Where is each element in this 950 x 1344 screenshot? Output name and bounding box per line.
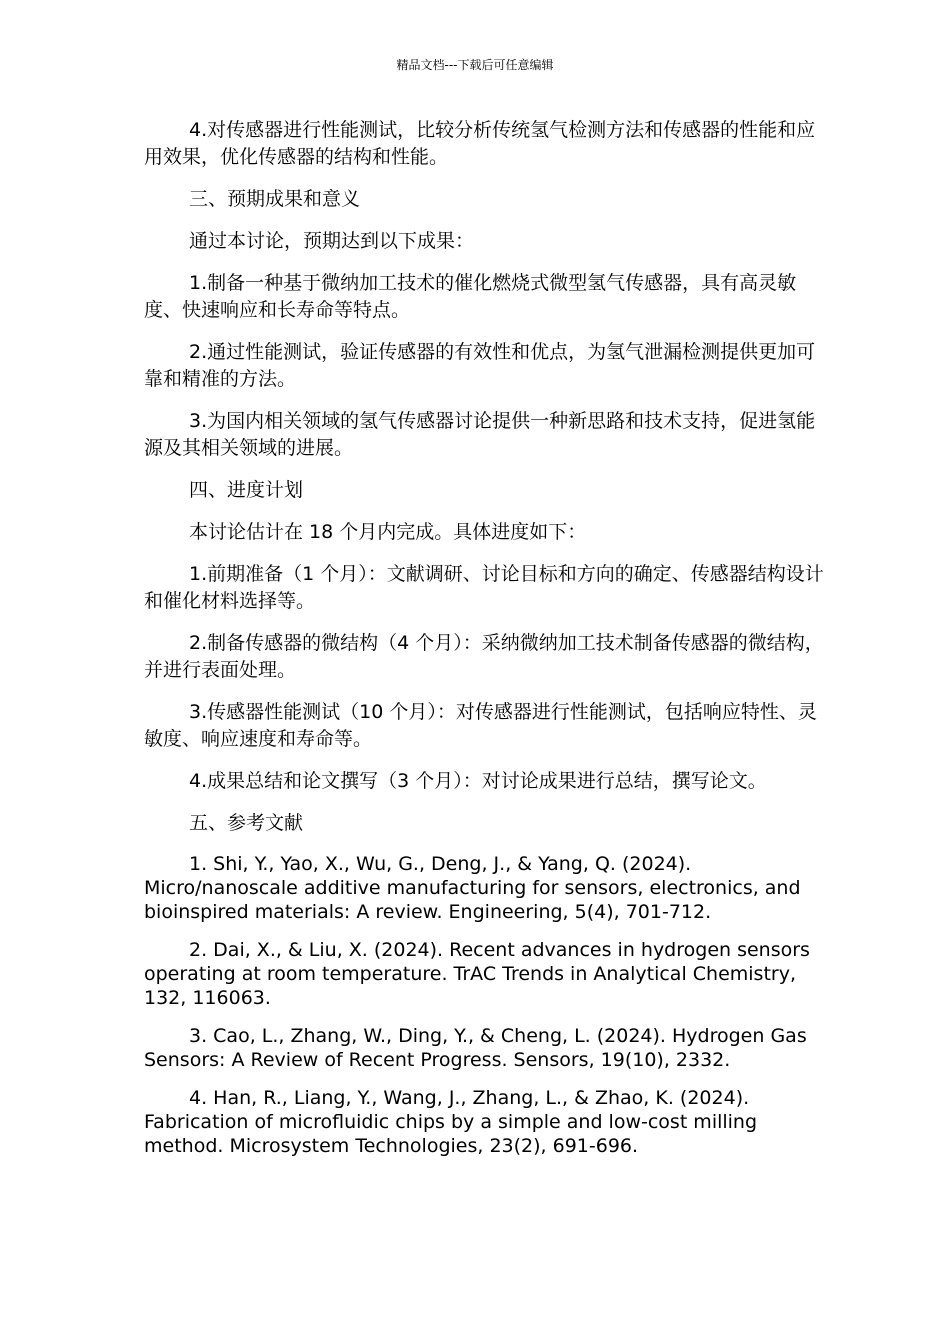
paragraph-schedule-2: 2.制备传感器的微结构（4 个月）：采纳微纳加工技术制备传感器的微结构，并进行表面处理。 [144, 632, 824, 681]
section-heading-schedule: 四、进度计划 [189, 479, 304, 501]
section-heading-references: 五、参考文献 [189, 812, 304, 834]
reference-item: 2. Dai, X., & Liu, X. (2024). Recent advances in hydrogen sensors operating at room temperature. TrAC Trends in Analytical Chemistry, 132, 116063. [144, 939, 810, 1009]
paragraph-result-2: 2.通过性能测试，验证传感器的有效性和优点，为氢气泄漏检测提供更加可靠和精准的方法。 [144, 341, 816, 390]
paragraph-result-3: 3.为国内相关领域的氢气传感器讨论提供一种新思路和技术支持，促进氢能源及其相关领域的进展。 [144, 410, 816, 459]
paragraph-schedule-1: 1.前期准备（1 个月）：文献调研、讨论目标和方向的确定、传感器结构设计和催化材料选择等。 [144, 563, 824, 612]
page-header: 精品文档---下载后可任意编辑 [396, 58, 554, 72]
paragraph-intro-results: 通过本讨论，预期达到以下成果： [189, 230, 475, 252]
section-heading-expected-results: 三、预期成果和意义 [189, 188, 361, 210]
reference-item: 3. Cao, L., Zhang, W., Ding, Y., & Cheng, L. (2024). Hydrogen Gas Sensors: A Review of Recent Progress. Sensors, 19(10), 2332. [144, 1025, 807, 1071]
document-body [144, 117, 824, 1172]
paragraph-step-4: 4.对传感器进行性能测试，比较分析传统氢气检测方法和传感器的性能和应用效果，优化传感器的结构和性能。 [144, 119, 816, 168]
paragraph-schedule-3: 3.传感器性能测试（10 个月）：对传感器进行性能测试，包括响应特性、灵敏度、响应速度和寿命等。 [144, 701, 817, 750]
reference-item: 1. Shi, Y., Yao, X., Wu, G., Deng, J., & Yang, Q. (2024). Micro/nanoscale additive manufacturing for sensors, electronics, and bioinspired materials: A review. Engineering, 5(4), 701-712. [144, 853, 801, 923]
paragraph-result-1: 1.制备一种基于微纳加工技术的催化燃烧式微型氢气传感器，具有高灵敏度、快速响应和长寿命等特点。 [144, 272, 797, 321]
reference-item: 4. Han, R., Liang, Y., Wang, J., Zhang, L., & Zhao, K. (2024). Fabrication of microfluidic chips by a simple and low-cost milling method. Microsystem Technologies, 23(2), 691-696. [144, 1087, 758, 1157]
paragraph-schedule-4: 4.成果总结和论文撰写（3 个月）：对讨论成果进行总结，撰写论文。 [189, 770, 767, 792]
paragraph-schedule-intro: 本讨论估计在 18 个月内完成。具体进度如下： [189, 521, 587, 543]
